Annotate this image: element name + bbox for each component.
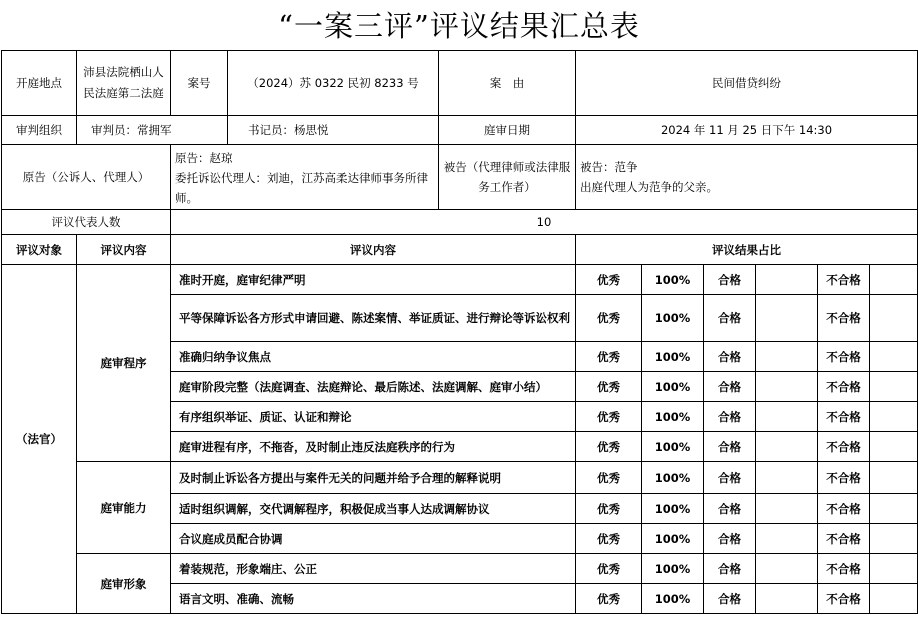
plaintiff-label: 原告（公诉人、代理人） bbox=[2, 145, 171, 210]
excellent-label: 优秀 bbox=[576, 372, 642, 402]
pass-label: 合格 bbox=[704, 342, 756, 372]
excellent-label: 优秀 bbox=[576, 462, 642, 494]
fail-label: 不合格 bbox=[818, 462, 870, 494]
fail-percent bbox=[870, 295, 918, 342]
group-name: 庭审形象 bbox=[77, 554, 171, 614]
excellent-percent: 100% bbox=[642, 462, 704, 494]
cause-value: 民间借贷纠纷 bbox=[576, 51, 918, 116]
fail-label: 不合格 bbox=[818, 295, 870, 342]
excellent-percent: 100% bbox=[642, 402, 704, 432]
pass-percent bbox=[756, 342, 818, 372]
fail-percent bbox=[870, 554, 918, 584]
summary-table bbox=[1, 50, 918, 614]
pass-percent bbox=[756, 462, 818, 494]
fail-percent bbox=[870, 265, 918, 295]
pass-percent bbox=[756, 265, 818, 295]
table-row bbox=[2, 265, 918, 295]
evaluation-item: 及时制止诉讼各方提出与案件无关的问题并给予合理的解释说明 bbox=[171, 462, 576, 494]
group-name: 庭审程序 bbox=[77, 265, 171, 462]
evaluation-item: 语言文明、准确、流畅 bbox=[171, 584, 576, 614]
fail-label: 不合格 bbox=[818, 554, 870, 584]
fail-percent bbox=[870, 372, 918, 402]
pass-label: 合格 bbox=[704, 584, 756, 614]
case-no-label: 案号 bbox=[171, 51, 228, 116]
col-content-header: 评议内容 bbox=[171, 235, 576, 265]
pass-label: 合格 bbox=[704, 295, 756, 342]
excellent-percent: 100% bbox=[642, 524, 704, 554]
pass-percent bbox=[756, 295, 818, 342]
pass-label: 合格 bbox=[704, 402, 756, 432]
date-label: 庭审日期 bbox=[439, 116, 576, 145]
cause-label: 案 由 bbox=[439, 51, 576, 116]
pass-label: 合格 bbox=[704, 432, 756, 462]
fail-percent bbox=[870, 524, 918, 554]
fail-percent bbox=[870, 494, 918, 524]
date-value: 2024 年 11 月 25 日下午 14:30 bbox=[576, 116, 918, 145]
fail-label: 不合格 bbox=[818, 342, 870, 372]
defendant-agent: 出庭代理人为范争的父亲。 bbox=[580, 180, 718, 194]
evaluation-item: 庭审阶段完整（法庭调查、法庭辩论、最后陈述、法庭调解、庭审小结） bbox=[171, 372, 576, 402]
evaluation-item: 合议庭成员配合协调 bbox=[171, 524, 576, 554]
pass-label: 合格 bbox=[704, 524, 756, 554]
col-result-header: 评议结果占比 bbox=[576, 235, 918, 265]
plaintiff-value bbox=[171, 145, 439, 210]
defendant-name: 被告：范争 bbox=[580, 160, 638, 174]
fail-label: 不合格 bbox=[818, 432, 870, 462]
excellent-percent: 100% bbox=[642, 265, 704, 295]
excellent-label: 优秀 bbox=[576, 554, 642, 584]
excellent-percent: 100% bbox=[642, 494, 704, 524]
excellent-percent: 100% bbox=[642, 295, 704, 342]
fail-label: 不合格 bbox=[818, 494, 870, 524]
evaluation-item: 有序组织举证、质证、认证和辩论 bbox=[171, 402, 576, 432]
plaintiff-agent: 委托诉讼代理人：刘迪，江苏高柔达律师事务所律师。 bbox=[175, 171, 428, 205]
fail-percent bbox=[870, 462, 918, 494]
fail-percent bbox=[870, 342, 918, 372]
defendant-label: 被告（代理律师或法律服务工作者） bbox=[439, 145, 576, 210]
excellent-label: 优秀 bbox=[576, 432, 642, 462]
excellent-percent: 100% bbox=[642, 372, 704, 402]
pass-label: 合格 bbox=[704, 462, 756, 494]
table-row bbox=[2, 554, 918, 584]
excellent-percent: 100% bbox=[642, 342, 704, 372]
defendant-value bbox=[576, 145, 918, 210]
pass-label: 合格 bbox=[704, 494, 756, 524]
object-name: （法官） bbox=[2, 265, 77, 614]
excellent-percent: 100% bbox=[642, 554, 704, 584]
pass-label: 合格 bbox=[704, 554, 756, 584]
excellent-label: 优秀 bbox=[576, 402, 642, 432]
fail-percent bbox=[870, 432, 918, 462]
pass-percent bbox=[756, 372, 818, 402]
page-title: “一案三评”评议结果汇总表 bbox=[278, 9, 640, 43]
col-object-header: 评议对象 bbox=[2, 235, 77, 265]
evaluation-item: 准确归纳争议焦点 bbox=[171, 342, 576, 372]
location-value: 沛县法院栖山人民法庭第二法庭 bbox=[77, 51, 171, 116]
excellent-percent: 100% bbox=[642, 584, 704, 614]
pass-label: 合格 bbox=[704, 265, 756, 295]
evaluation-item: 着装规范，形象端庄、公正 bbox=[171, 554, 576, 584]
evaluation-item: 适时组织调解，交代调解程序，积极促成当事人达成调解协议 bbox=[171, 494, 576, 524]
fail-label: 不合格 bbox=[818, 265, 870, 295]
excellent-label: 优秀 bbox=[576, 295, 642, 342]
fail-label: 不合格 bbox=[818, 524, 870, 554]
excellent-label: 优秀 bbox=[576, 584, 642, 614]
reviewers-value: 10 bbox=[171, 210, 918, 235]
location-label: 开庭地点 bbox=[2, 51, 77, 116]
evaluation-item: 准时开庭，庭审纪律严明 bbox=[171, 265, 576, 295]
org-label: 审判组织 bbox=[2, 116, 77, 145]
table-row bbox=[2, 462, 918, 494]
fail-label: 不合格 bbox=[818, 584, 870, 614]
fail-label: 不合格 bbox=[818, 372, 870, 402]
pass-percent bbox=[756, 554, 818, 584]
excellent-label: 优秀 bbox=[576, 342, 642, 372]
clerk-label: 书记员：杨思悦 bbox=[228, 116, 439, 145]
evaluation-item: 平等保障诉讼各方形式申请回避、陈述案情、举证质证、进行辩论等诉讼权利 bbox=[171, 295, 576, 342]
evaluation-item: 庭审进程有序，不拖沓，及时制止违反法庭秩序的行为 bbox=[171, 432, 576, 462]
pass-percent bbox=[756, 524, 818, 554]
reviewers-label: 评议代表人数 bbox=[2, 210, 171, 235]
pass-percent bbox=[756, 402, 818, 432]
pass-percent bbox=[756, 584, 818, 614]
group-name: 庭审能力 bbox=[77, 462, 171, 554]
judge-label: 审判员：常拥军 bbox=[77, 116, 228, 145]
case-no-value: （2024）苏 0322 民初 8233 号 bbox=[228, 51, 439, 116]
fail-percent bbox=[870, 402, 918, 432]
excellent-label: 优秀 bbox=[576, 494, 642, 524]
pass-percent bbox=[756, 432, 818, 462]
pass-label: 合格 bbox=[704, 372, 756, 402]
excellent-percent: 100% bbox=[642, 432, 704, 462]
col-content-type-header: 评议内容 bbox=[77, 235, 171, 265]
fail-label: 不合格 bbox=[818, 402, 870, 432]
pass-percent bbox=[756, 494, 818, 524]
fail-percent bbox=[870, 584, 918, 614]
plaintiff-name: 原告：赵琼 bbox=[175, 151, 233, 165]
excellent-label: 优秀 bbox=[576, 524, 642, 554]
excellent-label: 优秀 bbox=[576, 265, 642, 295]
